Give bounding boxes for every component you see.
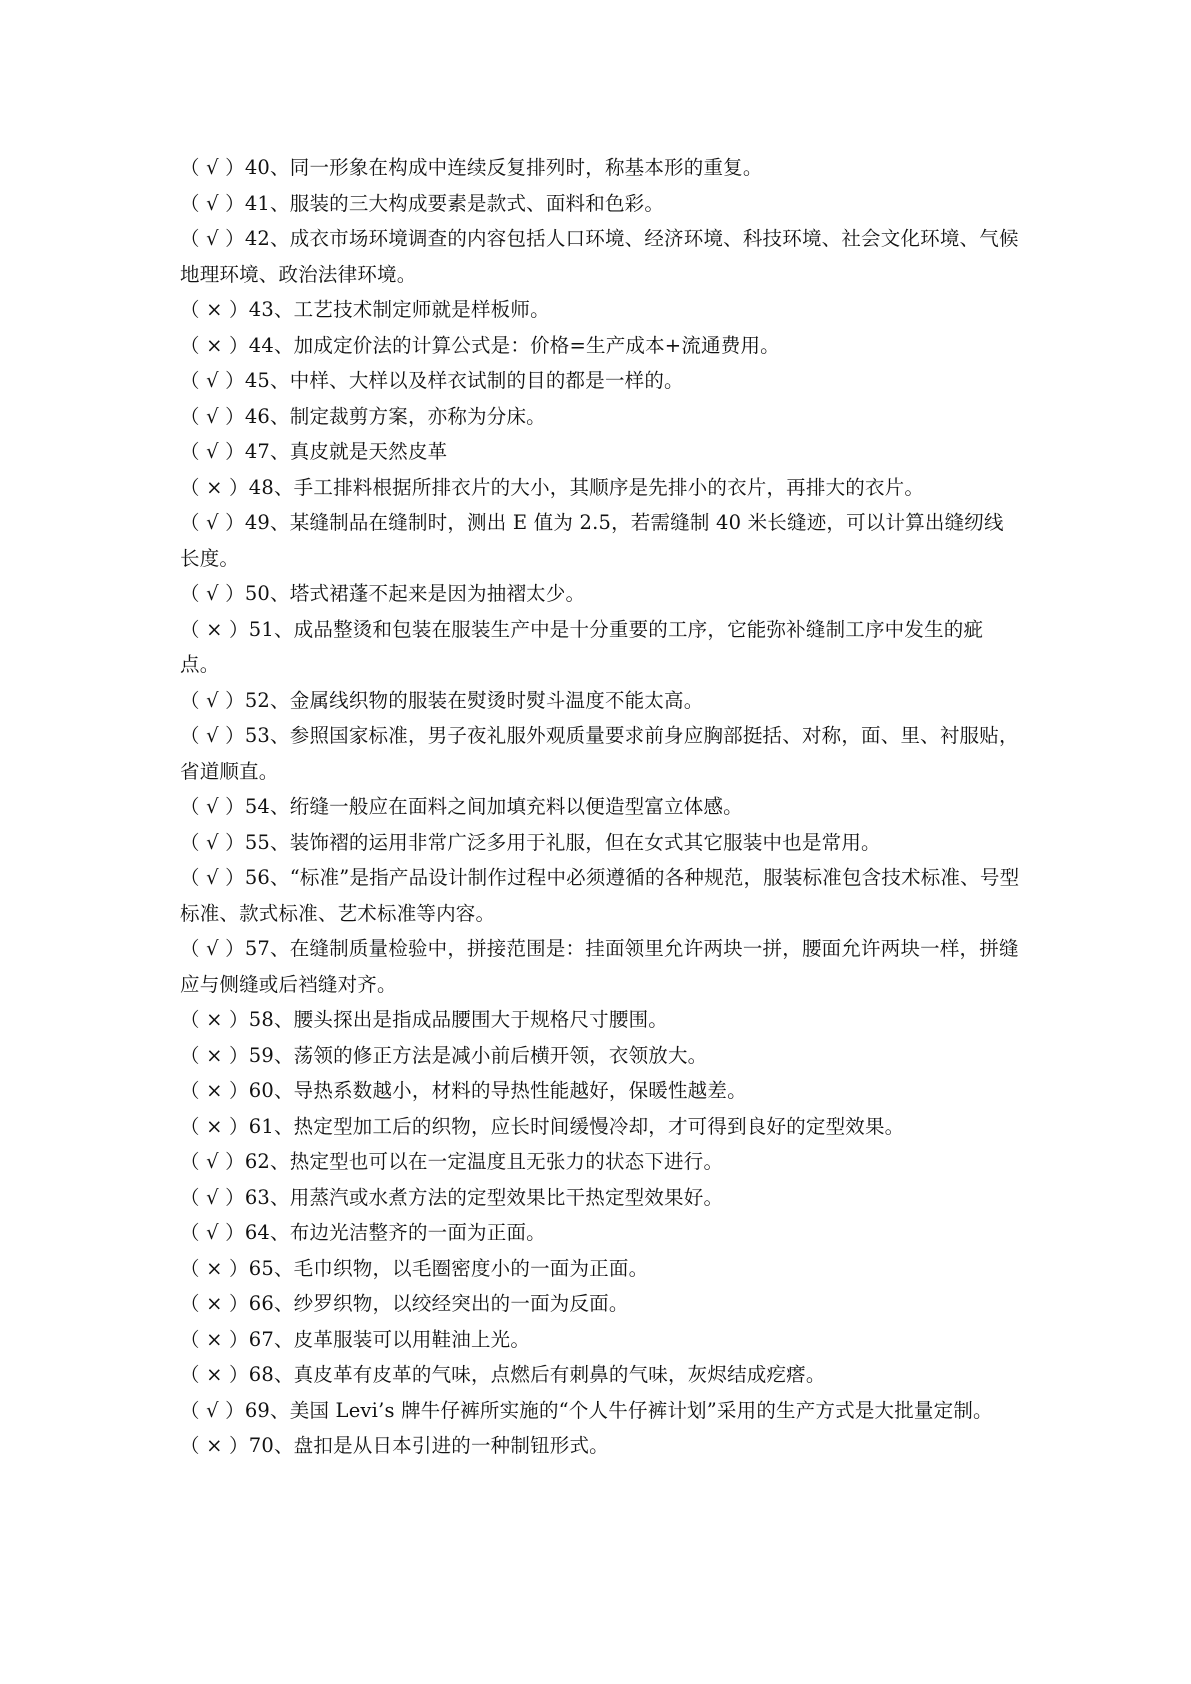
question-item	[180, 576, 1020, 612]
answer-mark: （ √ ）	[180, 1221, 245, 1244]
question-item	[180, 505, 1020, 576]
answer-mark: （ × ）	[180, 333, 249, 357]
answer-mark: （ × ）	[180, 1043, 249, 1067]
answer-mark: （ × ）	[180, 1292, 249, 1315]
question-text: 68、真皮革有皮革的气味，点燃后有刺鼻的气味，灰烬结成疙瘩。	[248, 1363, 826, 1386]
question-text: 53、参照国家标准，男子夜礼服外观质量要求前身应胸部挺括、对称，面、里、衬服贴，省道顺直。	[180, 724, 1019, 783]
question-item	[180, 612, 1020, 683]
question-item	[180, 470, 1020, 506]
answer-mark: （ √ ）	[180, 511, 245, 534]
answer-mark: （ × ）	[180, 1114, 249, 1138]
answer-mark: （ × ）	[180, 1256, 249, 1280]
answer-mark: （ × ）	[180, 298, 249, 321]
question-text: 62、热定型也可以在一定温度且无张力的状态下进行。	[244, 1150, 724, 1173]
question-item	[180, 1286, 1020, 1322]
answer-mark: （ × ）	[180, 1008, 249, 1031]
answer-mark: （ √ ）	[180, 156, 245, 179]
question-text: 70、盘扣是从日本引进的一种制钮形式。	[248, 1434, 609, 1457]
answer-mark: （ × ）	[180, 1434, 249, 1457]
question-text: 57、在缝制质量检验中，拼接范围是：挂面领里允许两块一拼，腰面允许两块一样，拼缝应与侧缝或后裆缝对齐。	[180, 937, 1019, 996]
question-item	[180, 221, 1020, 292]
answer-mark: （ √ ）	[180, 1150, 245, 1173]
question-item	[180, 1180, 1020, 1216]
question-text: 51、成品整烫和包装在服装生产中是十分重要的工序，它能弥补缝制工序中发生的疵点。	[180, 617, 984, 676]
question-item	[180, 292, 1020, 328]
question-item	[180, 1073, 1020, 1109]
question-text: 46、制定裁剪方案，亦称为分床。	[244, 404, 546, 428]
question-text: 49、某缝制品在缝制时，测出 E 值为 2.5，若需缝制 40 米长缝迹，可以计算出缝纫线长度。	[180, 511, 1004, 570]
answer-mark: （ √ ）	[180, 1185, 245, 1209]
question-item	[180, 718, 1020, 789]
answer-mark: （ √ ）	[180, 582, 245, 605]
question-item	[180, 860, 1020, 931]
answer-mark: （ × ）	[180, 617, 249, 641]
question-item	[180, 1357, 1020, 1393]
answer-mark: （ √ ）	[180, 191, 245, 215]
question-item	[180, 1144, 1020, 1180]
question-text: 43、工艺技术制定师就是样板师。	[248, 298, 550, 321]
question-item	[180, 1002, 1020, 1038]
question-item	[180, 789, 1020, 825]
question-text: 69、美国 Levi’s 牌牛仔裤所实施的“个人牛仔裤计划”采用的生产方式是大批量定制。	[244, 1398, 993, 1422]
question-item	[180, 1215, 1020, 1251]
answer-mark: （ √ ）	[180, 830, 245, 854]
question-text: 56、“标准”是指产品设计制作过程中必须遵循的各种规范，服装标准包含技术标准、号型标准、款式标准、艺术标准等内容。	[180, 866, 1020, 925]
answer-mark: （ √ ）	[180, 866, 245, 889]
question-item	[180, 1322, 1020, 1358]
question-text: 64、布边光洁整齐的一面为正面。	[244, 1221, 546, 1244]
question-item	[180, 1109, 1020, 1145]
question-text: 61、热定型加工后的织物，应长时间缓慢冷却，才可得到良好的定型效果。	[248, 1114, 905, 1138]
answer-mark: （ × ）	[180, 1079, 249, 1102]
answer-mark: （ √ ）	[180, 369, 245, 392]
question-text: 63、用蒸汽或水煮方法的定型效果比干热定型效果好。	[244, 1185, 724, 1209]
question-text: 47、真皮就是天然皮革	[244, 440, 448, 463]
question-text: 65、毛巾织物，以毛圈密度小的一面为正面。	[248, 1256, 649, 1280]
question-item	[180, 434, 1020, 470]
answer-mark: （ √ ）	[180, 1398, 245, 1422]
document-page	[180, 150, 1020, 1464]
answer-mark: （ √ ）	[180, 795, 245, 818]
question-item	[180, 150, 1020, 186]
question-item	[180, 186, 1020, 222]
question-text: 48、手工排料根据所排衣片的大小，其顺序是先排小的衣片，再排大的衣片。	[248, 475, 925, 499]
answer-mark: （ √ ）	[180, 440, 245, 463]
question-item	[180, 825, 1020, 861]
question-item	[180, 328, 1020, 364]
question-text: 54、绗缝一般应在面料之间加填充料以便造型富立体感。	[244, 795, 743, 818]
question-text: 50、塔式裙蓬不起来是因为抽褶太少。	[244, 582, 586, 605]
answer-mark: （ × ）	[180, 1363, 249, 1386]
question-text: 66、纱罗织物，以绞经突出的一面为反面。	[248, 1292, 629, 1315]
answer-mark: （ √ ）	[180, 688, 245, 712]
question-text: 55、装饰褶的运用非常广泛多用于礼服，但在女式其它服装中也是常用。	[244, 830, 881, 854]
question-text: 44、加成定价法的计算公式是：价格=生产成本+流通费用。	[248, 333, 780, 357]
answer-mark: （ √ ）	[180, 404, 245, 428]
question-item	[180, 1251, 1020, 1287]
question-text: 42、成衣市场环境调查的内容包括人口环境、经济环境、科技环境、社会文化环境、气候地理环境、政治法律环境。	[180, 227, 1019, 286]
question-text: 59、荡领的修正方法是减小前后横开领，衣领放大。	[248, 1043, 708, 1067]
question-item	[180, 363, 1020, 399]
question-text: 58、腰头探出是指成品腰围大于规格尺寸腰围。	[248, 1008, 668, 1031]
question-text: 60、导热系数越小，材料的导热性能越好，保暖性越差。	[248, 1079, 747, 1102]
question-text: 67、皮革服装可以用鞋油上光。	[248, 1327, 531, 1351]
question-item	[180, 1038, 1020, 1074]
question-item	[180, 1393, 1020, 1429]
answer-mark: （ × ）	[180, 475, 249, 499]
question-text: 41、服装的三大构成要素是款式、面料和色彩。	[244, 191, 665, 215]
question-item	[180, 931, 1020, 1002]
answer-mark: （ √ ）	[180, 227, 245, 250]
question-text: 52、金属线织物的服装在熨烫时熨斗温度不能太高。	[244, 688, 704, 712]
answer-mark: （ √ ）	[180, 937, 245, 960]
question-item	[180, 399, 1020, 435]
answer-mark: （ √ ）	[180, 724, 245, 747]
question-item	[180, 1428, 1020, 1464]
question-text: 40、同一形象在构成中连续反复排列时，称基本形的重复。	[244, 156, 763, 179]
question-item	[180, 683, 1020, 719]
question-text: 45、中样、大样以及样衣试制的目的都是一样的。	[244, 369, 684, 392]
answer-mark: （ × ）	[180, 1327, 249, 1351]
